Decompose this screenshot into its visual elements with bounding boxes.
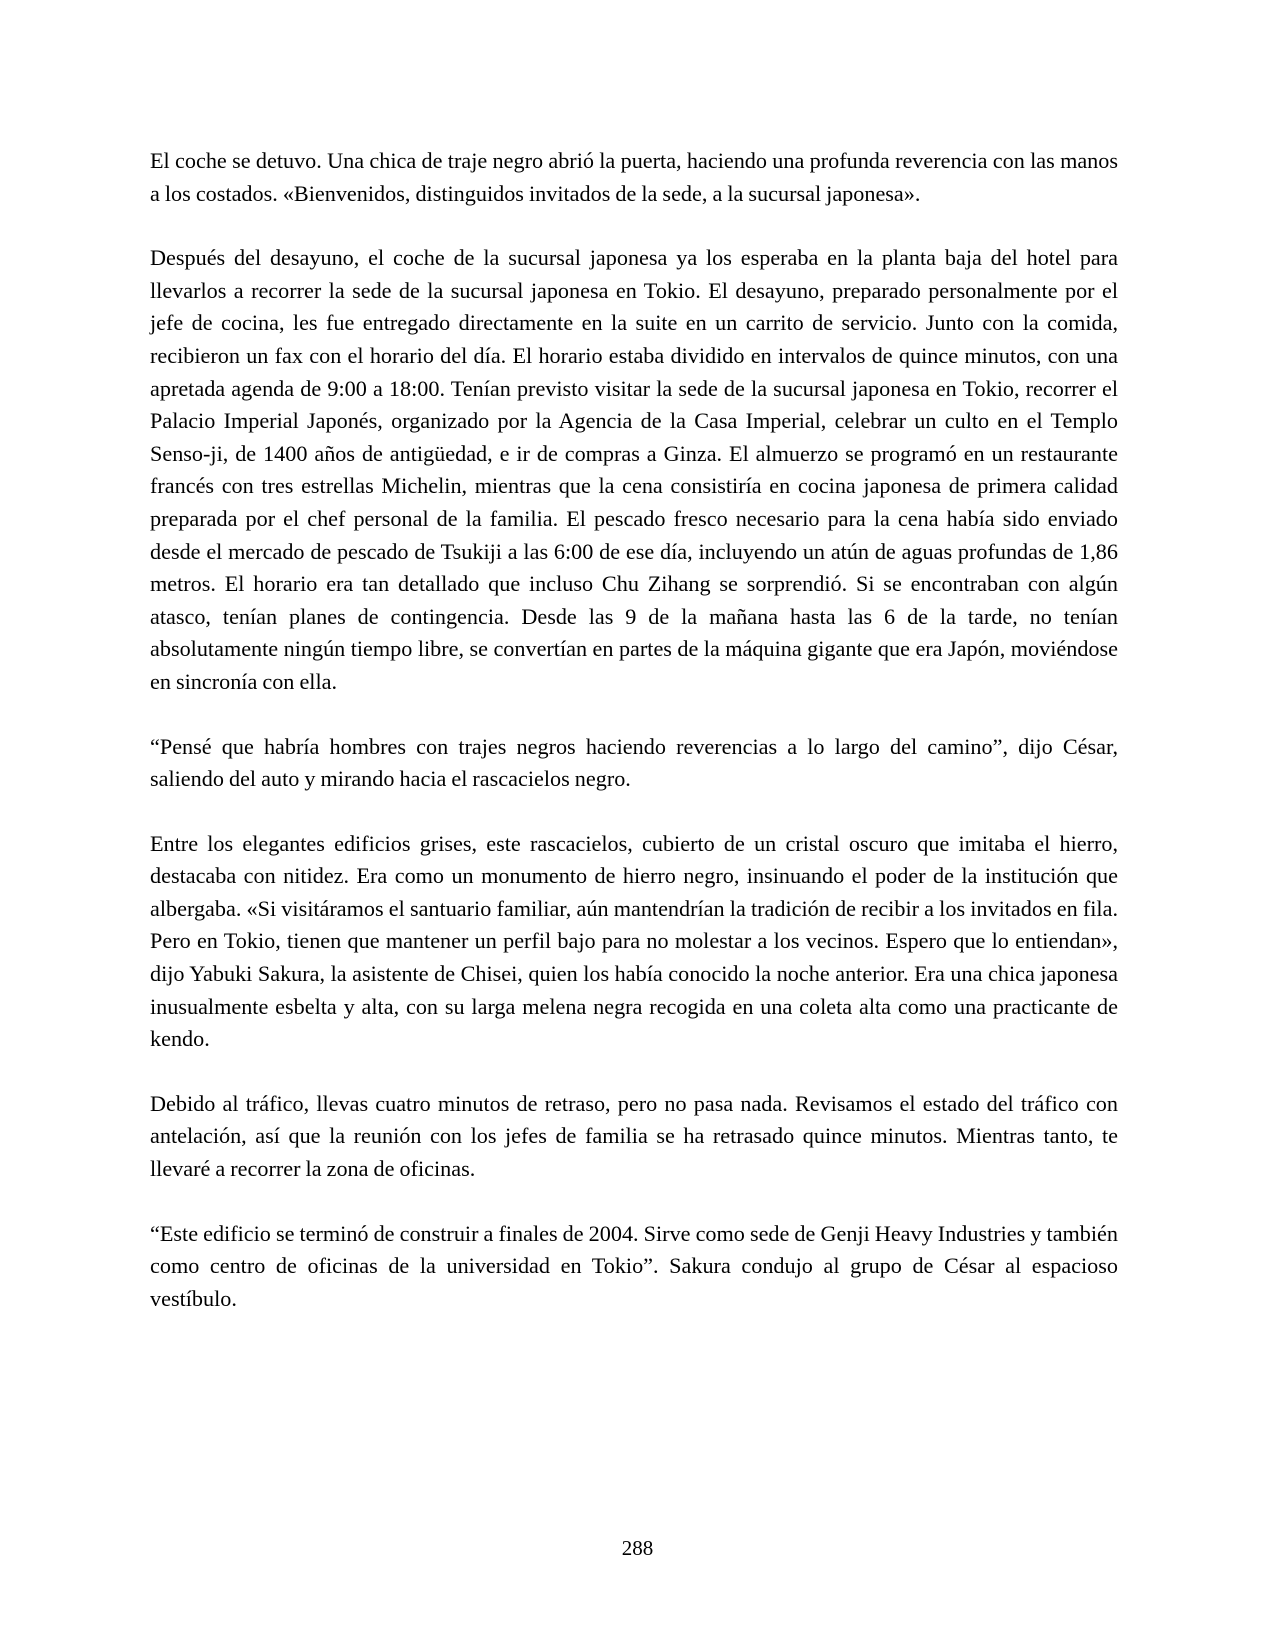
paragraph-5: Debido al tráfico, llevas cuatro minutos de retraso, pero no pasa nada. Revisamos el estado del tráfico con antelación, así que la reunión con los jefes de familia se ha retrasado quince minutos. Mientras tanto, te llevaré a recorrer la zona de oficinas. <box>150 1090 1118 1182</box>
paragraph-2: Después del desayuno, el coche de la sucursal japonesa ya los esperaba en la planta baja del hotel para llevarlos a recorrer la sede de la sucursal japonesa en Tokio. El desayuno, preparado personalmente por el jefe de cocina, les fue entregado directamente en la suite en un carrito de servicio. Junto con la comida, recibieron un fax con el horario del día. El horario estaba dividido en intervalos de quince minutos, con una apretada agenda de 9:00 a 18:00. Tenían previsto visitar la sede de la sucursal japonesa en Tokio, recorrer el Palacio Imperial Japonés, organizado por la Agencia de la Casa Imperial, celebrar un culto en el Templo Senso-ji, de 1400 años de antigüedad, e ir de compras a Ginza. El almuerzo se programó en un restaurante francés con tres estrellas Michelin, mientras que la cena consistiría en cocina japonesa de primera calidad preparada por el chef personal de la familia. El pescado fresco necesario para la cena había sido enviado desde el mercado de pescado de Tsukiji a las 6:00 de ese día, incluyendo un atún de aguas profundas de 1,86 metros. El horario era tan detallado que incluso Chu Zihang se sorprendió. Si se encontraban con algún atasco, tenían planes de contingencia. Desde las 9 de la mañana hasta las 6 de la tarde, no tenían absolutamente ningún tiempo libre, se convertían en partes de la máquina gigante que era Japón, moviéndose en sincronía con ella. <box>150 245 1118 694</box>
paragraph-3: “Pensé que habría hombres con trajes negros haciendo reverencias a lo largo del camino”, dijo César, saliendo del auto y mirando hacia el rascacielos negro. <box>150 733 1118 792</box>
body-text <box>150 145 1118 1347</box>
paragraph-4: Entre los elegantes edificios grises, este rascacielos, cubierto de un cristal oscuro que imitaba el hierro, destacaba con nitidez. Era como un monumento de hierro negro, insinuando el poder de la institución que albergaba. «Si visitáramos el santuario familiar, aún mantendrían la tradición de recibir a los invitados en fila. Pero en Tokio, tienen que mantener un perfil bajo para no molestar a los vecinos. Espero que lo entiendan», dijo Yabuki Sakura, la asistente de Chisei, quien los había conocido la noche anterior. Era una chica japonesa inusualmente esbelta y alta, con su larga melena negra recogida en una coleta alta como una practicante de kendo. <box>150 830 1118 1052</box>
page-number: 288 <box>621 1536 654 1560</box>
paragraph-6: “Este edificio se terminó de construir a finales de 2004. Sirve como sede de Genji Heavy Industries y también como centro de oficinas de la universidad en Tokio”. Sakura condujo al grupo de César al espacioso vestíbulo. <box>150 1220 1118 1311</box>
paragraph-1: El coche se detuvo. Una chica de traje negro abrió la puerta, haciendo una profunda reverencia con las manos a los costados. «Bienvenidos, distinguidos invitados de la sede, a la sucursal japonesa». <box>150 148 1118 206</box>
